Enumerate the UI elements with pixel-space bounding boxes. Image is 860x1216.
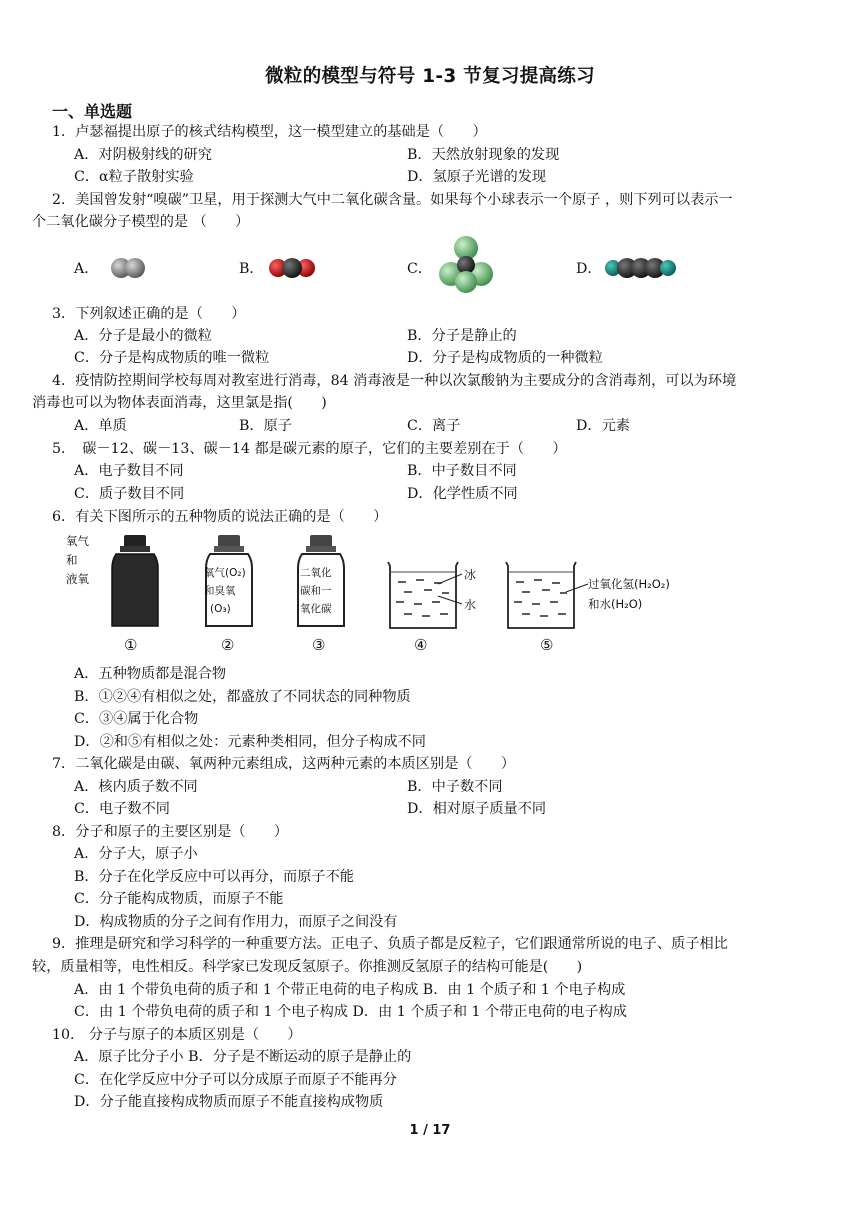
q8-option-b: B．分子在化学反应中可以再分，而原子不能 xyxy=(74,869,354,885)
q6-option-d: D．②和⑤有相似之处：元素种类相同，但分子构成不同 xyxy=(74,734,426,750)
question-5-stem: 5． 碳－12、碳－13、碳－14 都是碳元素的原子，它们的主要差别在于（ ） xyxy=(52,441,567,457)
question-2-stem-cont: 个二氧化碳分子模型的是 （ ） xyxy=(32,214,250,230)
q10-option-c: C．在化学反应中分子可以分成原子而原子不能再分 xyxy=(74,1072,397,1088)
q2-option-c: C． xyxy=(407,261,433,277)
q2-option-a: A． xyxy=(74,261,99,277)
q4-option-c: C．离子 xyxy=(407,418,461,434)
page-title: 微粒的模型与符号 1-3 节复习提高练习 xyxy=(265,66,595,87)
q3-option-d: D．分子是构成物质的一种微粒 xyxy=(407,350,603,366)
q6-option-c: C．③④属于化合物 xyxy=(74,711,199,727)
fig-num-2: ② xyxy=(221,636,235,654)
q2-option-d: D． xyxy=(576,261,602,277)
question-10-stem: 10. 分子与原子的本质区别是（ ） xyxy=(52,1027,302,1043)
question-7-stem: 7．二氧化碳是由碳、氧两种元素组成，这两种元素的本质区别是（ ） xyxy=(52,756,516,772)
question-4-stem: 4．疫情防控期间学校每周对教室进行消毒，84 消毒液是一种以次氯酸钠为主要成分的含消毒剂，可以为环境 xyxy=(52,373,737,389)
bottle-1-icon xyxy=(106,534,164,630)
q1-option-a: A．对阴极射线的研究 xyxy=(74,147,212,163)
question-9-stem-cont: 较，质量相等，电性相反。科学家已发现反氢原子。你推测反氢原子的结构可能是( ) xyxy=(32,959,583,975)
q5-option-d: D．化学性质不同 xyxy=(407,486,518,502)
bottle-2-label: 氧气(O₂) 和臭氧 (O₃) xyxy=(204,567,246,615)
fig-num-1: ① xyxy=(124,636,138,654)
question-6-stem: 6．有关下图所示的五种物质的说法正确的是（ ） xyxy=(52,509,388,525)
fig-num-3: ③ xyxy=(312,636,326,654)
q8-option-d: D．构成物质的分子之间有作用力，而原子之间没有 xyxy=(74,914,398,930)
page-number: 1 / 17 xyxy=(409,1123,451,1138)
q2-model-d xyxy=(602,252,678,284)
fig-num-4: ④ xyxy=(414,636,428,654)
q2-model-b xyxy=(265,252,319,284)
q7-option-a: A．核内质子数不同 xyxy=(74,779,198,795)
bottle-1-label: 氧气 和 液氧 xyxy=(66,534,89,586)
beaker-5-label: 过氧化氢(H₂O₂) 和水(H₂O) xyxy=(588,577,670,611)
q4-option-d: D．元素 xyxy=(576,418,630,434)
q7-option-d: D．相对原子质量不同 xyxy=(407,801,547,817)
q1-option-c: C．α粒子散射实验 xyxy=(74,169,194,185)
q9-options-ab: A．由 1 个带负电荷的质子和 1 个带正电荷的电子构成 B．由 1 个质子和 1 个电子构成 xyxy=(74,982,626,998)
fig-num-5: ⑤ xyxy=(540,636,554,654)
beaker-5-leader xyxy=(564,578,590,598)
q3-option-a: A．分子是最小的微粒 xyxy=(74,328,212,344)
question-3-stem: 3．下列叙述正确的是（ ） xyxy=(52,306,246,322)
q1-option-b: B．天然放射现象的发现 xyxy=(407,147,560,163)
bottle-3-label: 二氧化 碳和一 氧化碳 xyxy=(300,567,332,615)
section-heading: 一、单选题 xyxy=(52,102,133,121)
q2-model-c xyxy=(436,234,496,294)
q1-option-d: D．氢原子光谱的发现 xyxy=(407,169,547,185)
beaker-4-leaders xyxy=(436,570,466,610)
q9-options-cd: C．由 1 个带负电荷的质子和 1 个电子构成 D．由 1 个质子和 1 个带正电荷的电子构成 xyxy=(74,1004,627,1020)
q2-model-a xyxy=(104,252,152,284)
q5-option-b: B．中子数目不同 xyxy=(407,463,517,479)
q6-figure xyxy=(66,530,706,660)
q8-option-a: A．分子大，原子小 xyxy=(74,846,198,862)
q3-option-c: C．分子是构成物质的唯一微粒 xyxy=(74,350,270,366)
q7-option-c: C．电子数不同 xyxy=(74,801,170,817)
q10-options-ab: A．原子比分子小 B．分子是不断运动的原子是静止的 xyxy=(74,1049,412,1065)
q5-option-a: A．电子数目不同 xyxy=(74,463,184,479)
beaker-4-label-ice: 冰 xyxy=(464,568,477,582)
q2-option-b: B． xyxy=(239,261,264,277)
question-2-stem: 2．美国曾发射“嗅碳”卫星，用于探测大气中二氧化碳含量。如果每个小球表示一个原子 ，则下列可以表示一 xyxy=(52,192,733,208)
question-8-stem: 8．分子和原子的主要区别是（ ） xyxy=(52,824,289,840)
q4-option-a: A．单质 xyxy=(74,418,127,434)
q10-option-d: D．分子能直接构成物质而原子不能直接构成物质 xyxy=(74,1094,384,1110)
beaker-4-label-water: 水 xyxy=(464,598,477,612)
q4-option-b: B．原子 xyxy=(239,418,292,434)
q5-option-c: C．质子数目不同 xyxy=(74,486,185,502)
question-1-stem: 1．卢瑟福提出原子的核式结构模型，这一模型建立的基础是（ ） xyxy=(52,124,487,140)
q6-option-a: A．五种物质都是混合物 xyxy=(74,666,227,682)
q3-option-b: B．分子是静止的 xyxy=(407,328,517,344)
question-4-stem-cont: 消毒也可以为物体表面消毒，这里氯是指( ) xyxy=(32,395,327,411)
q7-option-b: B．中子数不同 xyxy=(407,779,503,795)
q8-option-c: C．分子能构成物质，而原子不能 xyxy=(74,891,284,907)
question-9-stem: 9．推理是研究和学习科学的一种重要方法。正电子、负质子都是反粒子，它们跟通常所说的电子、质子相比 xyxy=(52,936,728,952)
q6-option-b: B．①②④有相似之处，都盛放了不同状态的同种物质 xyxy=(74,689,411,705)
